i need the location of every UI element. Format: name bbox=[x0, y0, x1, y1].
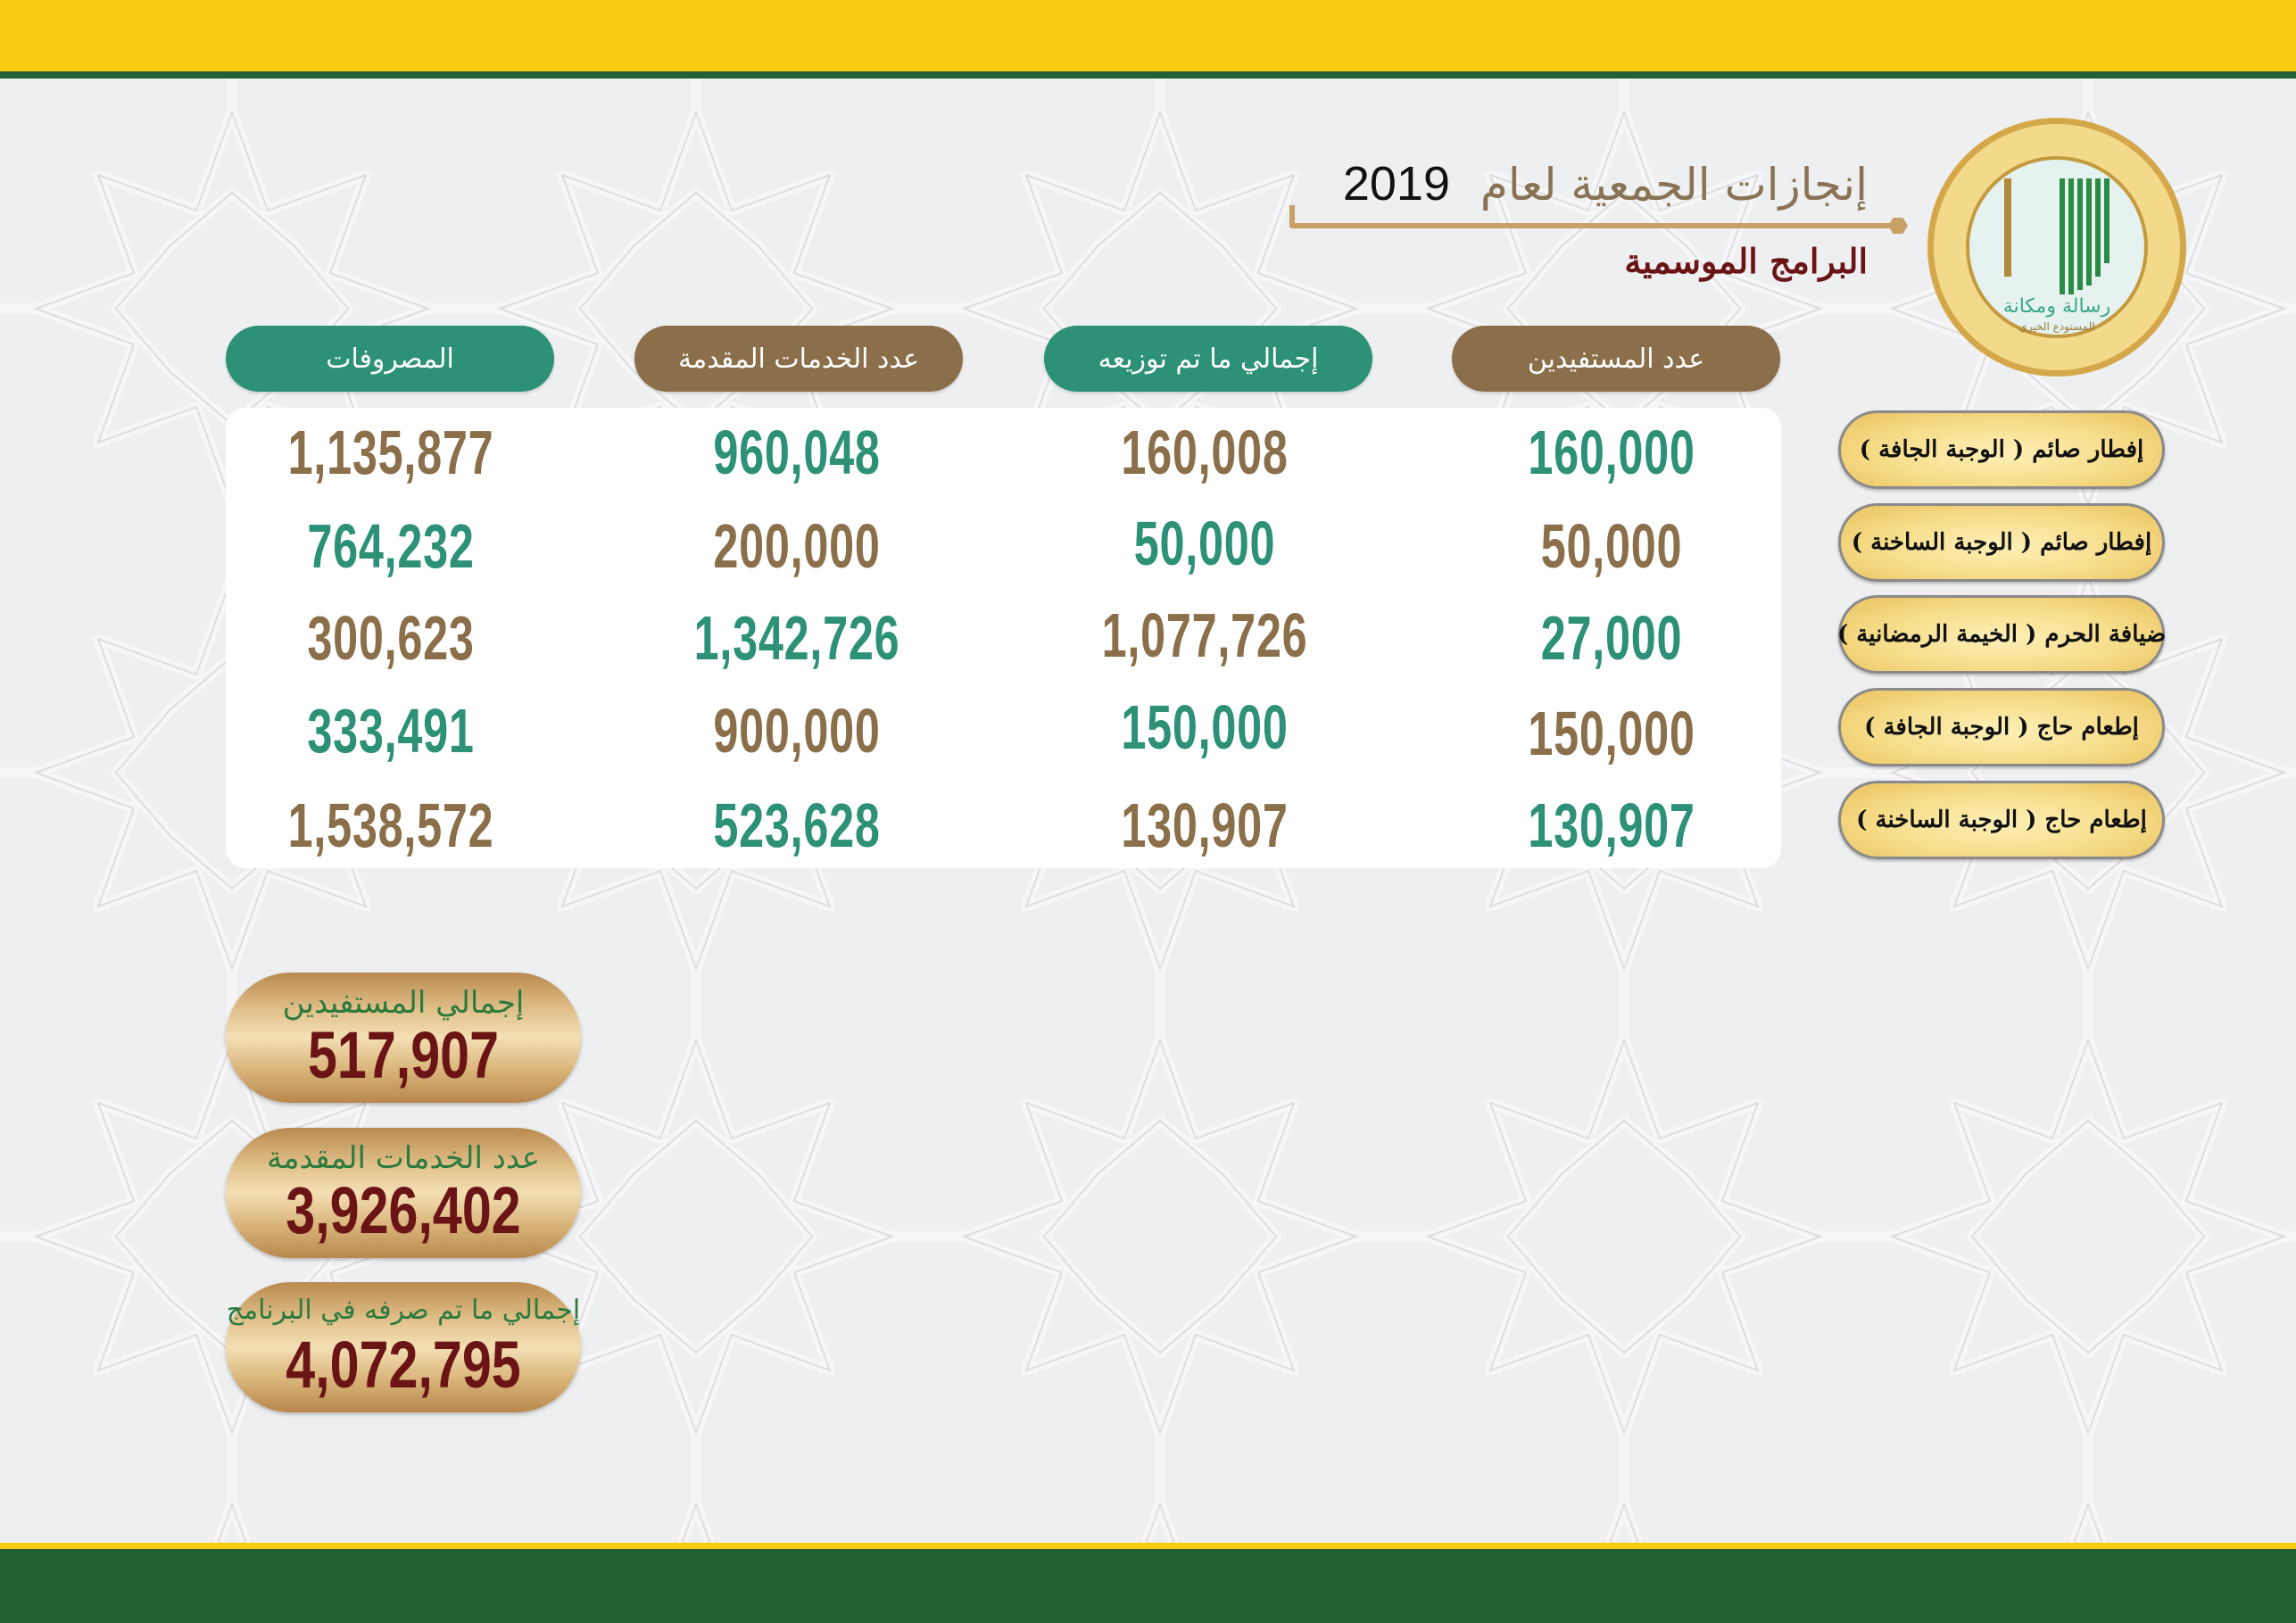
table-cell-expenses: 764,232 bbox=[307, 511, 475, 581]
column-header-distributed: إجمالي ما تم توزيعه bbox=[1044, 326, 1372, 392]
program-label-haram-hospitality: ضيافة الحرم ( الخيمة الرمضانية ) bbox=[1838, 595, 2165, 674]
table-cell-services: 200,000 bbox=[713, 511, 881, 581]
page-title bbox=[1343, 156, 1868, 211]
total-label: عدد الخدمات المقدمة bbox=[266, 1140, 541, 1176]
table-cell-expenses: 333,491 bbox=[307, 696, 475, 766]
table-cell-services: 900,000 bbox=[713, 696, 881, 766]
table-cell-services: 960,048 bbox=[713, 418, 881, 487]
table-cell-expenses: 1,538,572 bbox=[287, 791, 494, 860]
page-subtitle: البرامج الموسمية bbox=[1624, 241, 1868, 281]
table-cell-services: 523,628 bbox=[713, 791, 881, 860]
bottom-banner-bar bbox=[0, 1543, 2296, 1623]
table-cell-distributed: 160,008 bbox=[1121, 418, 1289, 487]
table-cell-beneficiaries: 27,000 bbox=[1540, 603, 1683, 673]
table-cell-beneficiaries: 130,907 bbox=[1528, 791, 1695, 860]
column-header-services: عدد الخدمات المقدمة bbox=[634, 326, 963, 392]
table-cell-distributed: 1,077,726 bbox=[1101, 600, 1308, 670]
title-text: إنجازات الجمعية لعام bbox=[1480, 159, 1868, 211]
total-spent-card bbox=[226, 1282, 581, 1412]
table-cell-distributed: 150,000 bbox=[1121, 692, 1289, 762]
total-label: إجمالي ما تم صرفه في البرنامج bbox=[226, 1295, 581, 1326]
total-value: 517,907 bbox=[308, 1018, 499, 1092]
total-services-card bbox=[226, 1128, 581, 1258]
total-value: 3,926,402 bbox=[286, 1173, 521, 1247]
table-cell-expenses: 1,135,877 bbox=[287, 418, 494, 487]
organization-logo bbox=[1926, 116, 2188, 378]
title-year: 2019 bbox=[1342, 157, 1450, 211]
table-cell-expenses: 300,623 bbox=[307, 603, 475, 673]
total-label: إجمالي المستفيدين bbox=[282, 985, 525, 1021]
table-cell-beneficiaries: 150,000 bbox=[1528, 699, 1695, 768]
column-header-beneficiaries: عدد المستفيدين bbox=[1452, 326, 1780, 392]
table-cell-distributed: 50,000 bbox=[1133, 509, 1276, 578]
program-label-iftar-hot: إفطار صائم ( الوجبة الساخنة ) bbox=[1838, 503, 2165, 582]
table-cell-services: 1,342,726 bbox=[693, 603, 900, 673]
program-label-hajj-hot: إطعام حاج ( الوجبة الساخنة ) bbox=[1838, 781, 2165, 859]
table-cell-distributed: 130,907 bbox=[1121, 791, 1289, 860]
svg-text:المستودع الخيري: المستودع الخيري bbox=[2018, 320, 2095, 333]
program-label-iftar-dry: إفطار صائم ( الوجبة الجافة ) bbox=[1838, 410, 2165, 489]
table-cell-beneficiaries: 50,000 bbox=[1540, 511, 1683, 581]
top-banner-bar bbox=[0, 0, 2296, 79]
column-header-expenses: المصروفات bbox=[226, 326, 554, 392]
total-beneficiaries-card bbox=[226, 973, 581, 1103]
svg-text:رسالة ومكانة: رسالة ومكانة bbox=[2002, 295, 2111, 318]
data-table bbox=[226, 408, 1781, 868]
table-cell-beneficiaries: 160,000 bbox=[1528, 418, 1695, 487]
title-underline bbox=[1289, 223, 1901, 228]
program-label-hajj-dry: إطعام حاج ( الوجبة الجافة ) bbox=[1838, 688, 2165, 766]
total-value: 4,072,795 bbox=[286, 1328, 521, 1402]
